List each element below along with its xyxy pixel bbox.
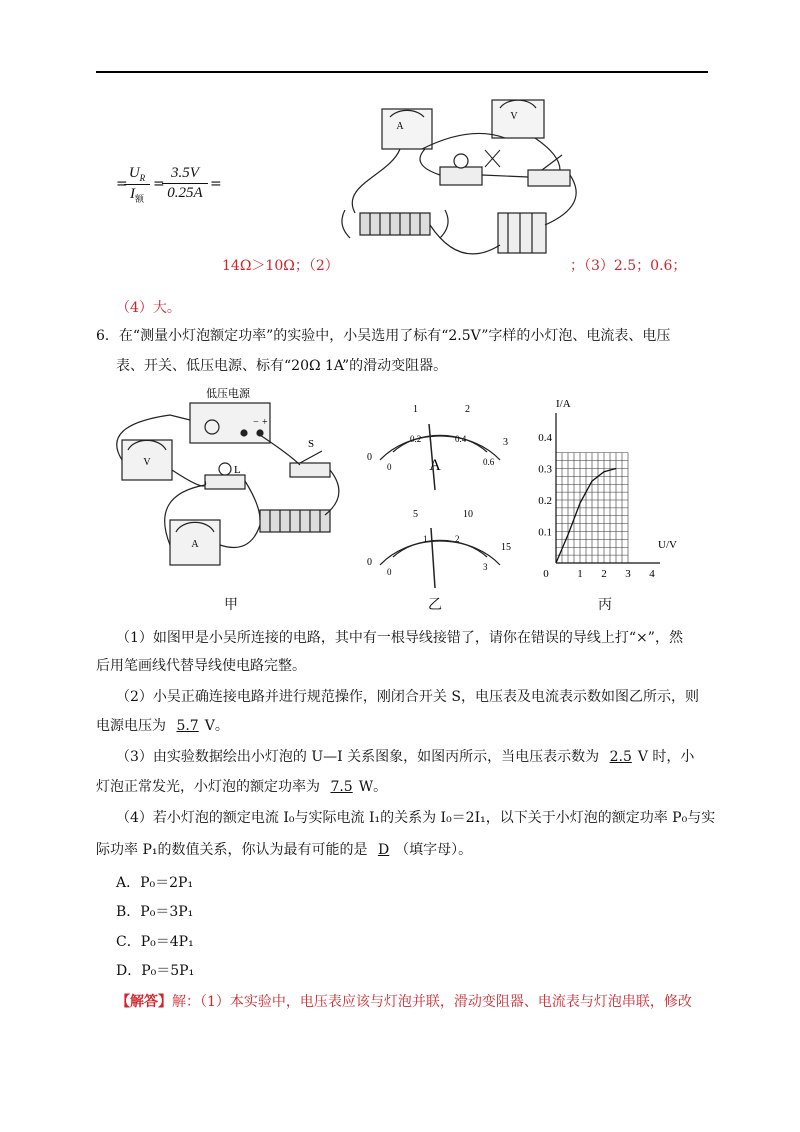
answer-text: 解：（1）本实验中，电压表应该与灯泡并联，滑动变阻器、电流表与灯泡串联，修改	[172, 994, 692, 1010]
question-intro-1: 6．在“测量小灯泡额定功率”的实验中，小吴选用了标有“2.5V”字样的小灯泡、电流表、电压	[96, 328, 671, 344]
q3-line-b: 灯泡正常发光，小灯泡的额定功率为 7.5 W。	[96, 779, 388, 795]
answer-label: 【解答】	[116, 994, 172, 1010]
chart-y-tick: 0.2	[538, 495, 552, 507]
formula-frac-1: $U_R$ $I_额$	[124, 165, 150, 205]
q3-line-a: （3）由实验数据绘出小灯泡的 U—I 关系图象，如图丙所示，当电压表示数为 2.5 V 时，小	[116, 749, 695, 765]
q4-answer: D	[377, 842, 390, 858]
option-a: A．P₀＝2P₁	[116, 875, 194, 891]
caption-bing: 丙	[598, 597, 612, 613]
chart-y-label: I/A	[556, 398, 571, 410]
prev-answer-line-c: （4）大。	[116, 300, 181, 316]
option-c: C．P₀＝4P₁	[116, 934, 194, 950]
ammeter-outer-tick: 3	[503, 437, 508, 448]
voltmeter-inner-tick: 3	[483, 562, 488, 572]
chart-x-tick: 3	[625, 568, 631, 580]
formula-end: =	[210, 176, 222, 192]
q3-answer-1: 2.5	[609, 749, 632, 765]
q2-line-a: （2）小吴正确连接电路并进行规范操作，刚闭合开关 S，电压表及电流表示数如图乙所示，则	[116, 689, 699, 705]
switch-label: S	[308, 438, 315, 450]
chart-x-tick: 1	[577, 568, 583, 580]
question-intro-2: 表、开关、低压电源、标有“20Ω 1A”的滑动变阻器。	[116, 358, 448, 374]
prev-voltmeter-label: V	[510, 111, 518, 122]
voltmeter-outer-tick: 10	[463, 509, 473, 520]
figure-yi-meters	[355, 390, 515, 590]
ammeter-inner-tick: 0.4	[455, 434, 467, 444]
plus-label: +	[262, 417, 268, 428]
voltmeter-outer-tick: 5	[413, 509, 418, 520]
minus-label: −	[253, 417, 259, 428]
q1-line-b: 后用笔画线代替导线使电路完整。	[96, 658, 306, 674]
ammeter-inner-tick: 0.2	[410, 434, 422, 444]
voltmeter-inner-tick: 1	[423, 534, 428, 544]
formula-frac-2: 3.5V 0.25A	[162, 165, 208, 202]
voltmeter-inner-tick: 2	[455, 534, 460, 544]
chart-x-tick: 0	[543, 568, 549, 580]
chart-x-tick: 4	[649, 568, 655, 580]
figure-jia-circuit	[110, 385, 350, 585]
ammeter-outer-tick: 1	[413, 404, 418, 415]
ammeter-inner-tick: 0	[387, 462, 392, 472]
voltmeter-inner-tick: 0	[387, 567, 392, 577]
prev-answer-line-b: ；（3）2.5；0.6；	[570, 258, 687, 274]
chart-y-tick: 0.1	[538, 526, 552, 539]
prev-ammeter-label: A	[396, 121, 404, 132]
chart-y-tick: 0.3	[538, 463, 552, 476]
q3-answer-2: 7.5	[330, 779, 353, 795]
formula-lhs: =	[116, 176, 128, 192]
voltmeter-outer-tick: 15	[501, 542, 511, 553]
power-supply-title: 低压电源	[206, 388, 250, 400]
chart-x-tick: 2	[601, 568, 607, 580]
q2-answer: 5.7	[176, 718, 199, 734]
option-b: B．P₀＝3P₁	[116, 904, 194, 920]
q1-line-a: （1）如图甲是小吴所连接的电路，其中有一根导线接错了，请你在错误的导线上打“×”，然	[116, 630, 683, 646]
chart-axes	[556, 413, 660, 563]
ammeter-inner-tick: 0.6	[483, 457, 495, 467]
option-d: D．P₀＝5P₁	[116, 963, 195, 979]
ammeter-unit: A	[429, 457, 441, 474]
prev-answer-line-a: 14Ω＞10Ω；（2）	[222, 258, 339, 274]
figure-bing-chart	[520, 395, 690, 585]
q2-line-b: 电源电压为 5.7 V。	[96, 718, 229, 734]
answer-line	[116, 992, 692, 1012]
ammeter-outer-tick: 2	[465, 404, 470, 415]
ammeter-label: A	[191, 539, 199, 550]
chart-y-tick: 0.4	[538, 432, 552, 444]
voltmeter-outer-tick: 0	[367, 557, 372, 568]
chart-x-label: U/V	[658, 539, 677, 551]
q4-line-a: （4）若小灯泡的额定电流 I₀与实际电流 I₁的关系为 I₀＝2I₁，以下关于小灯泡的额定功率 P₀与实	[116, 810, 716, 826]
header-rule	[96, 71, 708, 73]
formula-eq: =	[153, 176, 165, 192]
q4-line-b: 际功率 P₁的数值关系，你认为最有可能的是 D （填字母）。	[96, 842, 473, 858]
prev-circuit-figure	[330, 95, 600, 270]
caption-jia: 甲	[224, 597, 238, 613]
caption-yi: 乙	[428, 597, 442, 613]
ammeter-outer-tick: 0	[367, 452, 372, 463]
voltmeter-label: V	[143, 457, 151, 468]
lamp-label: L	[234, 464, 241, 476]
